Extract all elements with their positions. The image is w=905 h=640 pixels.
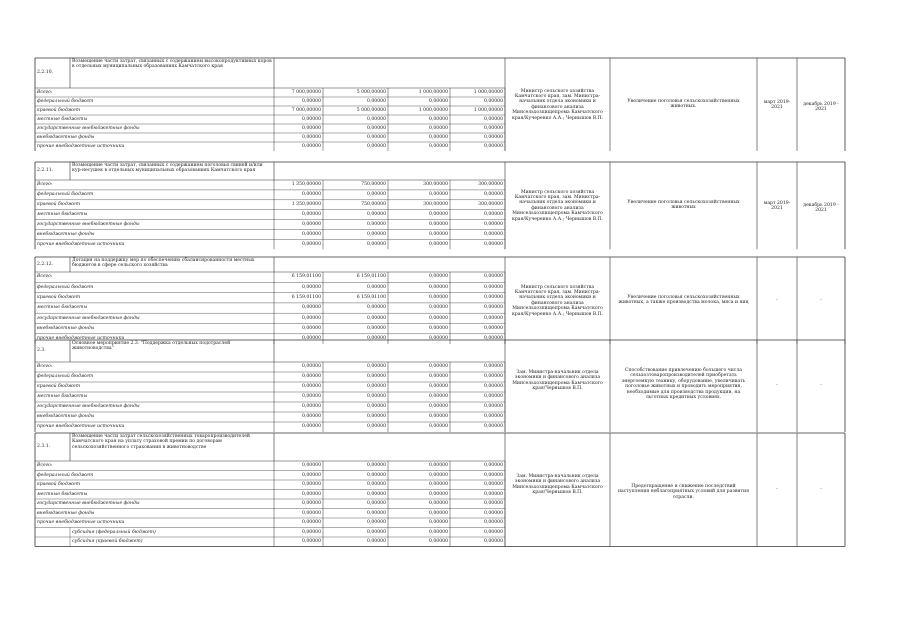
funding-value: 0,00000 [302, 482, 321, 488]
funding-value: 0,00000 [302, 98, 321, 104]
funding-value: 5 000,00000 [356, 107, 386, 113]
funding-value: 0,00000 [367, 125, 386, 131]
funding-value: 0,00000 [484, 274, 503, 280]
funding-value: 0,00000 [302, 221, 321, 227]
funding-value: 0,00000 [429, 424, 448, 430]
funding-row-label: внебюджетные фонды [37, 510, 95, 516]
funding-value: 0,00000 [484, 414, 503, 420]
funding-value: 0,00000 [429, 520, 448, 526]
funding-value: 0,00000 [429, 384, 448, 390]
funding-row-label: внебюджетные фонды [37, 325, 95, 331]
funding-value: 0,00000 [429, 374, 448, 380]
funding-value: 0,00000 [302, 463, 321, 469]
funding-value: 300,00000 [423, 182, 448, 188]
funding-value: 6 159,01100 [356, 274, 386, 280]
start-date: март 2019-2021 [763, 200, 791, 212]
funding-row-label: Всего: [37, 463, 53, 469]
funding-value: 0,00000 [484, 472, 503, 478]
responsible-executor: Зам. Министра-начальник отдела экономики и финансового анализа Минсельхозпищепрома Камчатского края/Чернышов В.П. [512, 370, 603, 392]
item-number: 2.3. [37, 348, 46, 353]
funding-value: 0,00000 [429, 134, 448, 140]
funding-row-label: краевой бюджет [37, 482, 81, 488]
funding-value: 0,00000 [429, 501, 448, 507]
funding-value: 0,00000 [302, 284, 321, 290]
funding-row-label: федеральный бюджет [37, 472, 94, 478]
funding-value: 0,00000 [429, 336, 448, 342]
funding-value: 0,00000 [429, 305, 448, 311]
funding-value: 7 000,00000 [291, 89, 321, 95]
item-title: Возмещение части затрат, связанных с содержанием поголовья свиней и/или кур-несушек в отдельных муниципальных образованиях Камчатского края [72, 163, 263, 174]
start-date: - [776, 297, 778, 303]
funding-row-label: местные бюджеты [37, 305, 88, 311]
funding-value: 0,00000 [367, 116, 386, 122]
item-title: Возмещение части затрат, связанных с содержанием высокопродуктивных коров в отдельных муниципальных образованиях Камчатского края [72, 59, 272, 70]
funding-value: 0,00000 [367, 414, 386, 420]
funding-value: 0,00000 [367, 394, 386, 400]
funding-value: 6 159,01100 [291, 274, 321, 280]
funding-value: 750,00000 [361, 182, 386, 188]
funding-value: 6 159,01100 [291, 295, 321, 301]
funding-row-label: краевой бюджет [37, 295, 81, 301]
funding-value: 0,00000 [367, 529, 386, 535]
funding-row-label: прочие внебюджетные источники [37, 520, 125, 526]
funding-row-label: субсидия (федеральный бюджет) [72, 529, 156, 535]
end-date: декабрь 2019 - 2021 [803, 101, 839, 112]
funding-value: 0,00000 [429, 211, 448, 217]
funding-row-label: прочие внебюджетные источники [37, 241, 125, 247]
funding-value: 0,00000 [367, 364, 386, 370]
funding-value: 0,00000 [367, 472, 386, 478]
funding-value: 0,00000 [484, 374, 503, 380]
funding-value: 0,00000 [484, 463, 503, 469]
item-title: Дотация на поддержку мер по обеспечению сбалансированности местных бюджетов в сфере сельского хозяйства [72, 258, 255, 269]
funding-value: 0,00000 [484, 284, 503, 290]
funding-row-label: краевой бюджет [37, 202, 81, 208]
funding-value: 0,00000 [302, 414, 321, 420]
funding-row-label: прочие внебюджетные источники [37, 336, 125, 342]
funding-value: 0,00000 [429, 221, 448, 227]
funding-value: 0,00000 [429, 241, 448, 247]
funding-value: 0,00000 [484, 424, 503, 430]
funding-value: 0,00000 [484, 404, 503, 410]
funding-value: 0,00000 [302, 325, 321, 331]
funding-value: 1 350,00000 [291, 202, 321, 208]
funding-value: 0,00000 [302, 336, 321, 342]
funding-value: 0,00000 [429, 394, 448, 400]
funding-value: 7 000,00000 [291, 107, 321, 113]
funding-value: 0,00000 [484, 482, 503, 488]
funding-value: 0,00000 [429, 510, 448, 516]
funding-value: 300,00000 [423, 202, 448, 208]
funding-value: 0,00000 [429, 404, 448, 410]
funding-value: 0,00000 [429, 472, 448, 478]
funding-value: 0,00000 [429, 315, 448, 321]
funding-value: 0,00000 [429, 414, 448, 420]
funding-value: 0,00000 [484, 98, 503, 104]
responsible-executor: Министр сельского хозяйства Камчатского края, зам. Министра-начальник отдела экономики и финансового анализа Минсельхозпищепрома Камчатского края/Кучеренко А.А.; Чернышов В.П. [511, 88, 604, 121]
funding-value: 0,00000 [484, 510, 503, 516]
funding-value: 0,00000 [302, 510, 321, 516]
responsible-executor: Министр сельского хозяйства Камчатского края, зам. Министра-начальник отдела экономики и финансового анализа Минсельхозпищепрома Камчатского края/Кучеренко А.А.; Чернышов В.П. [511, 189, 604, 222]
funding-value: 750,00000 [361, 202, 386, 208]
funding-value: 0,00000 [484, 501, 503, 507]
funding-value: 0,00000 [484, 134, 503, 140]
funding-value: 0,00000 [367, 404, 386, 410]
funding-value: 300,00000 [478, 202, 503, 208]
funding-value: 0,00000 [484, 116, 503, 122]
funding-value: 0,00000 [302, 116, 321, 122]
end-date: - [820, 486, 822, 492]
start-date: март 2019-2021 [763, 99, 791, 110]
funding-value: 0,00000 [484, 384, 503, 390]
funding-value: 1 000,00000 [418, 89, 448, 95]
funding-value: 0,00000 [429, 192, 448, 198]
funding-value: 0,00000 [484, 394, 503, 400]
funding-value: 0,00000 [302, 231, 321, 237]
funding-value: 0,00000 [484, 143, 503, 149]
funding-value: 0,00000 [302, 211, 321, 217]
funding-value: 0,00000 [367, 231, 386, 237]
funding-value: 0,00000 [429, 274, 448, 280]
funding-value: 0,00000 [429, 98, 448, 104]
end-date: - [820, 383, 822, 388]
funding-row-label: местные бюджеты [37, 211, 88, 217]
funding-value: 0,00000 [367, 463, 386, 469]
end-date: - [820, 297, 822, 303]
funding-value: 0,00000 [484, 491, 503, 497]
funding-row-label: местные бюджеты [37, 116, 88, 122]
funding-value: 0,00000 [367, 241, 386, 247]
funding-value: 0,00000 [429, 325, 448, 331]
funding-value: 0,00000 [429, 539, 448, 545]
funding-value: 0,00000 [302, 125, 321, 131]
funding-value: 0,00000 [484, 241, 503, 247]
funding-row-label: государственные внебюджетные фонды [37, 221, 140, 227]
responsible-executor: Министр сельского хозяйства Камчатского края, зам. Министра-начальник отдела экономики и финансового анализа Минсельхозпищепрома Камчатского края/Кучеренко А.А.; Чернышов В.П. [511, 284, 604, 317]
funding-row-label: федеральный бюджет [37, 192, 94, 198]
funding-value: 0,00000 [367, 374, 386, 380]
funding-row-label: Всего: [37, 182, 53, 188]
funding-value: 1 000,00000 [418, 107, 448, 113]
funding-value: 0,00000 [302, 315, 321, 321]
funding-value: 0,00000 [429, 364, 448, 370]
start-date: - [776, 383, 778, 388]
funding-row-label: местные бюджеты [37, 491, 88, 497]
item-number: 2.2.11. [37, 168, 54, 173]
funding-value: 0,00000 [367, 315, 386, 321]
funding-value: 1 000,00000 [473, 89, 503, 95]
funding-value: 0,00000 [367, 510, 386, 516]
funding-value: 1 000,00000 [473, 107, 503, 113]
funding-value: 0,00000 [302, 404, 321, 410]
funding-value: 0,00000 [484, 325, 503, 331]
funding-value: 0,00000 [367, 134, 386, 140]
funding-row-label: Всего: [37, 274, 53, 280]
funding-value: 0,00000 [429, 463, 448, 469]
item-number: 2.2.12. [37, 261, 54, 267]
funding-value: 0,00000 [484, 364, 503, 370]
funding-value: 0,00000 [302, 241, 321, 247]
funding-value: 0,00000 [302, 529, 321, 535]
funding-value: 0,00000 [484, 192, 503, 198]
funding-value: 0,00000 [429, 482, 448, 488]
funding-row-label: краевой бюджет [37, 384, 81, 390]
funding-row-label: федеральный бюджет [37, 98, 94, 104]
funding-value: 0,00000 [429, 143, 448, 149]
expected-result: Увеличение поголовья сельскохозяйственных животных [627, 199, 740, 211]
funding-value: 0,00000 [484, 305, 503, 311]
funding-row-label: местные бюджеты [37, 394, 88, 400]
funding-value: 0,00000 [302, 424, 321, 430]
funding-value: 0,00000 [484, 336, 503, 342]
end-date: декабрь 2019 - 2021 [803, 202, 839, 214]
funding-value: 0,00000 [484, 520, 503, 526]
funding-value: 0,00000 [302, 491, 321, 497]
funding-value: 0,00000 [484, 125, 503, 131]
funding-row-label: государственные внебюджетные фонды [37, 404, 140, 410]
funding-value: 0,00000 [484, 315, 503, 321]
funding-value: 0,00000 [302, 472, 321, 478]
funding-value: 0,00000 [367, 211, 386, 217]
funding-value: 0,00000 [302, 394, 321, 400]
funding-value: 0,00000 [367, 305, 386, 311]
funding-value: 0,00000 [367, 539, 386, 545]
funding-value: 0,00000 [302, 192, 321, 198]
funding-value: 0,00000 [302, 384, 321, 390]
funding-value: 1 350,00000 [291, 182, 321, 188]
funding-value: 0,00000 [302, 539, 321, 545]
funding-value: 0,00000 [429, 491, 448, 497]
funding-row-label: субсидия (краевой бюджет) [72, 539, 143, 545]
funding-value: 0,00000 [302, 374, 321, 380]
funding-value: 0,00000 [367, 98, 386, 104]
funding-value: 0,00000 [484, 211, 503, 217]
funding-value: 0,00000 [367, 491, 386, 497]
funding-value: 0,00000 [367, 501, 386, 507]
item-number: 2.2.10. [37, 70, 54, 75]
funding-row-label: федеральный бюджет [37, 374, 94, 380]
funding-row-label: внебюджетные фонды [37, 134, 95, 140]
funding-value: 0,00000 [484, 539, 503, 545]
funding-value: 0,00000 [429, 529, 448, 535]
expected-result: Увеличение поголовья сельскохозяйственных животных. [627, 98, 740, 109]
funding-row-label: государственные внебюджетные фонды [37, 501, 140, 507]
funding-value: 0,00000 [429, 116, 448, 122]
funding-value: 0,00000 [484, 221, 503, 227]
funding-row-label: государственные внебюджетные фонды [37, 125, 140, 131]
item-title: Основное мероприятие 2.3. "Поддержка отдельных подотраслей животноводства" [72, 341, 231, 352]
funding-row-label: прочие внебюджетные источники [37, 424, 125, 430]
funding-row-label: прочие внебюджетные источники [37, 143, 125, 149]
funding-value: 0,00000 [302, 305, 321, 311]
funding-value: 0,00000 [484, 231, 503, 237]
funding-value: 0,00000 [367, 192, 386, 198]
funding-value: 6 159,01100 [356, 295, 386, 301]
funding-value: 0,00000 [429, 231, 448, 237]
expected-result: Предотвращение и снижение последствий наступления неблагоприятных условий для развития отрасли. [617, 483, 749, 500]
funding-row-label: внебюджетные фонды [37, 414, 95, 420]
funding-value: 0,00000 [302, 364, 321, 370]
funding-value: 0,00000 [302, 143, 321, 149]
funding-value: 0,00000 [367, 221, 386, 227]
funding-value: 0,00000 [367, 520, 386, 526]
funding-value: 0,00000 [302, 501, 321, 507]
funding-value: 0,00000 [429, 295, 448, 301]
item-number: 2.3.1. [37, 444, 51, 449]
funding-row-label: внебюджетные фонды [37, 231, 95, 237]
funding-value: 0,00000 [429, 284, 448, 290]
funding-value: 0,00000 [367, 325, 386, 331]
funding-value: 0,00000 [367, 424, 386, 430]
start-date: - [776, 486, 778, 492]
funding-value: 0,00000 [367, 143, 386, 149]
funding-value: 0,00000 [367, 336, 386, 342]
funding-value: 0,00000 [367, 482, 386, 488]
funding-value: 300,00000 [478, 182, 503, 188]
funding-row-label: государственные внебюджетные фонды [37, 315, 140, 321]
funding-row-label: Всего: [37, 89, 53, 95]
expected-result: Способствование привлечению большего числа сельхозтоваропроизводителей приобретать энергоемкую технику, оборудование, увеличивать поголовье животных и проводить мероприятия, необходимые для производства продукции, на льготных кредитных условиях. [621, 368, 746, 401]
item-title: Возмещение части затрат сельскохозяйственных товаропроизводителей Камчатского края на уплату страховой премии по договорам сельскохозяйственного страхования в животноводстве [72, 434, 250, 450]
funding-value: 0,00000 [429, 125, 448, 131]
funding-value: 0,00000 [302, 520, 321, 526]
funding-value: 0,00000 [484, 295, 503, 301]
funding-value: 0,00000 [484, 529, 503, 535]
funding-row-label: федеральный бюджет [37, 284, 94, 290]
expected-result: Увеличение поголовья сельскохозяйственных животных, а также производства молока, мяса и яиц [618, 294, 749, 305]
funding-value: 0,00000 [367, 284, 386, 290]
funding-value: 5 000,00000 [356, 89, 386, 95]
funding-value: 0,00000 [302, 134, 321, 140]
funding-value: 0,00000 [367, 384, 386, 390]
funding-row-label: Всего: [37, 364, 53, 370]
funding-row-label: краевой бюджет [37, 107, 81, 113]
responsible-executor: Зам. Министра-начальник отдела экономики и финансового анализа Минсельхозпищепрома Камчатского края/Чернышов В.П. [512, 473, 603, 495]
